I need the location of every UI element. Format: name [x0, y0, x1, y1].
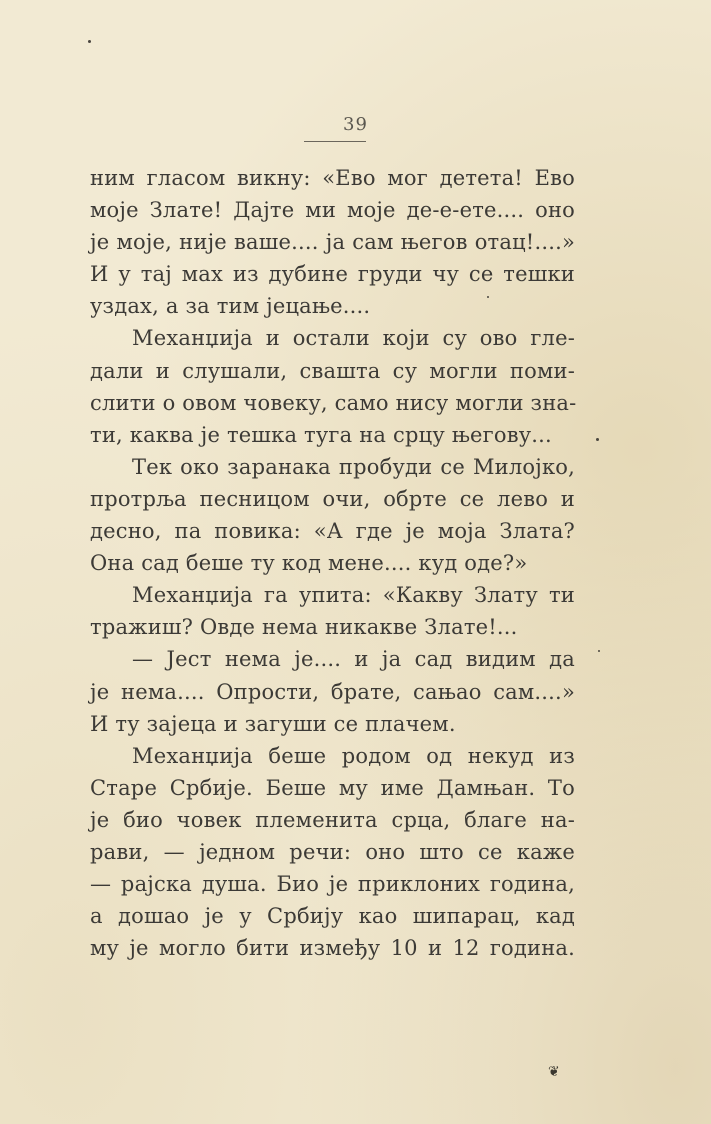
text-line: протрља песницом очи, обрте се лево и [90, 486, 575, 511]
printer-mark: ❦ [548, 1064, 560, 1080]
text-line: је моје, није ваше.... ја сам његов отац!....» [90, 230, 575, 255]
text-line: Механџија беше родом од некуд из [132, 743, 575, 768]
page-number-rule [304, 141, 366, 142]
text-line: дали и слушали, свашта су могли поми- [90, 358, 575, 383]
text-line: рави, — једном речи: оно што се каже [90, 839, 575, 864]
text-line: ним гласом викну: «Ево мог детета! Ево [90, 166, 575, 190]
text-line: уздах, а за тим јецање.... [90, 294, 371, 319]
text-line: Механџија га упита: «Какву Злату ти [132, 583, 575, 608]
body-text [90, 162, 575, 964]
page-number: 39 [343, 114, 368, 135]
text-line: Старе Србије. Беше му име Дамњан. То [90, 775, 575, 800]
text-line: а дошао је у Србију као шипарац, кад [90, 904, 575, 929]
text-line: десно, па повика: «А где је моја Злата? [90, 519, 575, 544]
text-line: Она сад беше ту код мене.... куд оде?» [90, 551, 528, 576]
text-line: је био човек племенита срца, благе на- [90, 807, 575, 832]
text-line: И ту зајеца и загуши се плачем. [90, 711, 456, 736]
text-line: И у тај мах из дубине груди чу се тешки [90, 262, 575, 287]
text-line: слити о овом човеку, само нису могли зна- [90, 390, 577, 415]
text-line: тражиш? Овде нема никакве Злате!... [90, 615, 518, 640]
text-line: моје Злате! Дајте ми моје де-е-ете.... оно [90, 198, 575, 223]
text-line: му је могло бити између 10 и 12 година. [90, 936, 575, 961]
text-line: — рајска душа. Био је приклоних година, [90, 872, 575, 897]
text-line: — Јест нема је.... и ја сад видим да [132, 647, 575, 672]
text-line: ти, каква је тешка туга на срцу његову... [90, 422, 552, 447]
text-line: је нема.... Опрости, брате, сањао сам....» [90, 679, 575, 704]
text-line: Механџија и остали који су ово гле- [132, 326, 575, 351]
text-line: Тек око заранака пробуди се Милојко, [132, 454, 575, 479]
